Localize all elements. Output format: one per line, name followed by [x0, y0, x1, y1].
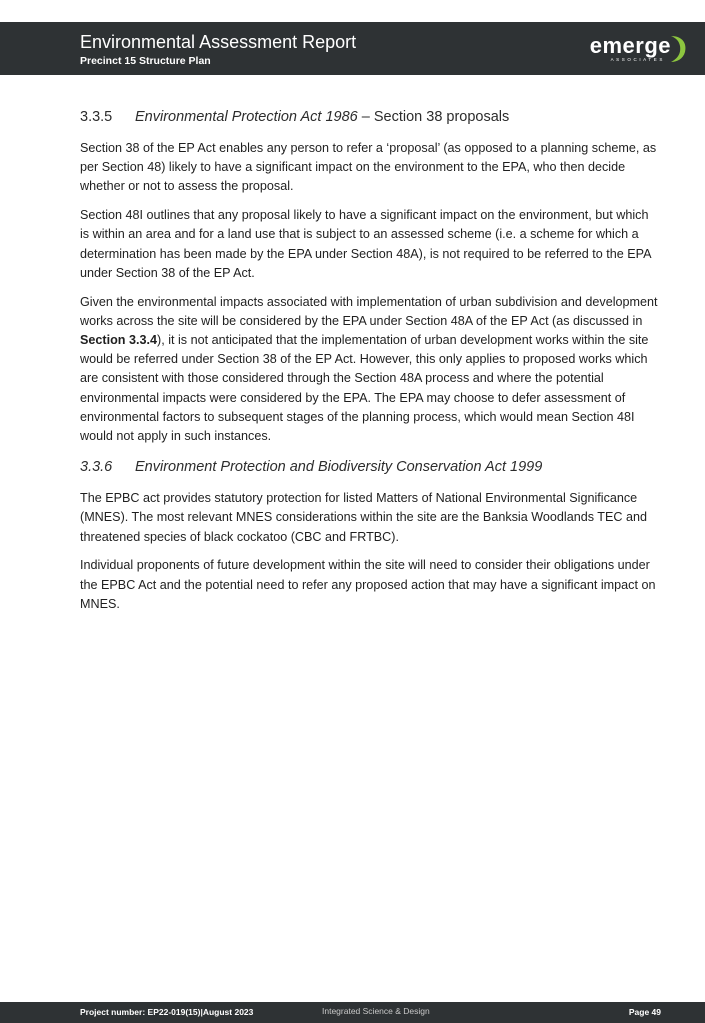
heading-suffix: – Section 38 proposals: [357, 109, 510, 125]
paragraph-text: ), it is not anticipated that the implementation of urban development works within the site would be referred under Section 38 of the EP Act. However, this only applies to proposed works which are consistent with those considered through the Section 48A process and where the potential environmental impacts were considered by the EPA. The EPA may choose to defer assessment of environmental factors to subsequent stages of the planning process, which would mean Section 48I would not apply in such instances.: [80, 333, 649, 444]
logo-swoosh-icon: [667, 34, 689, 64]
logo-subtext: ASSOCIATES: [610, 57, 665, 62]
footer-tagline: Integrated Science & Design: [322, 1006, 430, 1016]
report-subtitle: Precinct 15 Structure Plan: [80, 55, 211, 67]
project-number: Project number: EP22-019(15)|August 2023: [80, 1007, 254, 1017]
section-number: 3.3.5: [80, 109, 113, 125]
section-number: 3.3.6: [80, 459, 113, 476]
report-title: Environmental Assessment Report: [80, 32, 357, 52]
act-name: Environmental Protection Act 1986: [135, 109, 358, 125]
paragraph: Section 48I outlines that any proposal likely to have a significant impact on the environment, but which is within an area and for a land use that is subject to an assessed scheme (i.e. a scheme for which a determination has been made by the EPA under Section 48A), is not required to be referred to the EPA under Section 38 of the EP Act.: [80, 208, 651, 280]
paragraph-text: Given the environmental impacts associated with implementation of urban subdivision and development works across the site will be considered by the EPA under Section 48A of the EP Act (as discussed in: [80, 294, 658, 328]
paragraph: Individual proponents of future development within the site will need to consider their obligations under the EPBC Act and the potential need to refer any proposed action that may have a significant impact on MNES.: [80, 558, 656, 611]
paragraph: The EPBC act provides statutory protection for listed Matters of National Environmental Significance (MNES). The most relevant MNES considerations within the site are the Banksia Woodlands TEC and threatened species of black cockatoo (CBC and FRTBC).: [80, 491, 647, 544]
main-content: [80, 106, 660, 624]
act-name: Environment Protection and Biodiversity Conservation Act 1999: [135, 459, 543, 476]
paragraph: [80, 293, 660, 447]
logo-wordmark: emerge: [589, 33, 671, 58]
section-reference: Section 3.3.4: [80, 333, 157, 348]
section-heading-3-3-5: [80, 106, 660, 128]
section-heading-3-3-6: [80, 456, 660, 478]
emerge-logo: [589, 32, 689, 66]
page-header: [0, 22, 705, 75]
page-footer: [0, 1002, 705, 1023]
page-number: Page 49: [628, 1007, 661, 1017]
paragraph: Section 38 of the EP Act enables any person to refer a ‘proposal’ (as opposed to a planning scheme, as per Section 48) likely to have a significant impact on the environment to the EPA, who then decide whether or not to assess the proposal.: [80, 141, 657, 194]
